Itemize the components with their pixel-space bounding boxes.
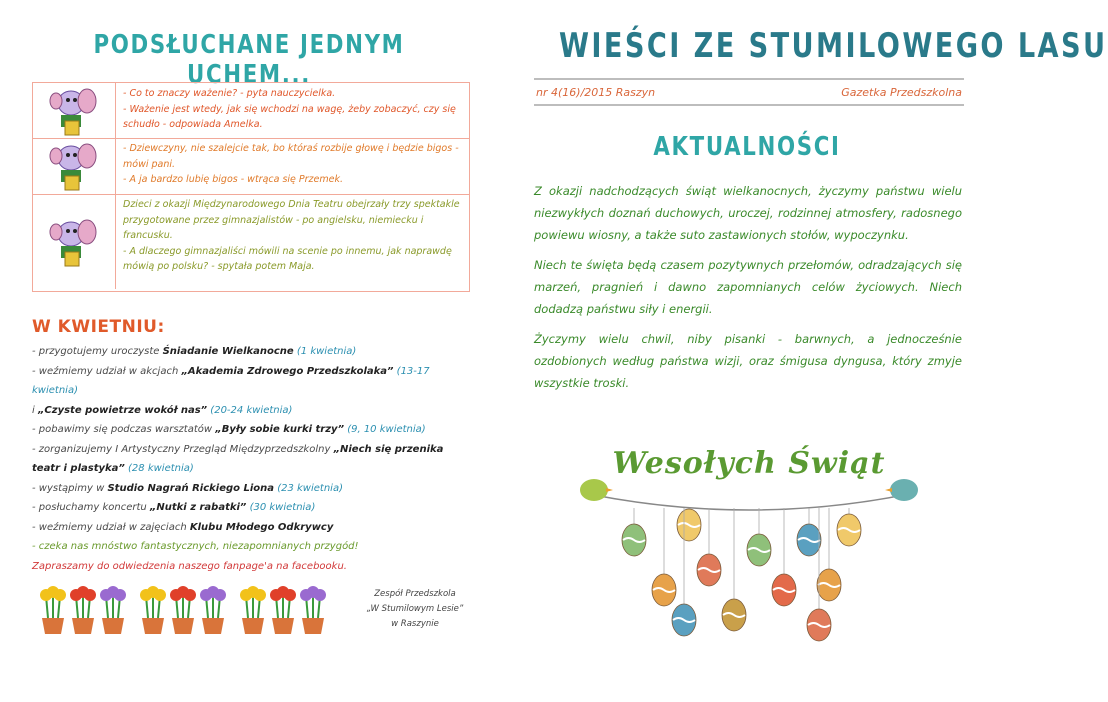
bird-beak (885, 488, 892, 492)
flower-bloom (114, 589, 126, 601)
flower-bloom (154, 589, 166, 601)
flower-pot (72, 618, 94, 634)
april-item-part: - weźmiemy udział w zajęciach (32, 521, 190, 533)
easter-wishes-title: Wesołych Świąt (612, 446, 886, 481)
news-paragraph: Życzymy wielu chwil, niby pisanki - barwnych, a jednocześnie ozdobionych według państwa wizji, oraz śmigusa dyngusa, który zmyje wszystkie troski. (534, 332, 962, 390)
april-item-part: - przygotujemy uroczyste (32, 346, 163, 357)
garland-branch (594, 495, 904, 510)
april-item-part: „Akademia Zdrowego Przedszkolaka” (181, 365, 394, 377)
quote-text (123, 197, 463, 275)
april-item-part: - zorganizujemy I Artystyczny Przegląd Międzyprzedszkolny (32, 443, 334, 455)
april-item-part: Zapraszamy do odwiedzenia naszego fanpage'a na facebooku. (32, 560, 347, 572)
april-item-part: (1 kwietnia) (293, 346, 357, 357)
april-item (32, 401, 472, 421)
news-heading: AKTUALNOŚCI (653, 132, 841, 162)
flower-pot (172, 618, 194, 634)
bird-icon (890, 479, 918, 501)
flower-pot (302, 618, 324, 634)
april-item-part: (23 kwietnia) (274, 482, 343, 494)
ear-character-icon (33, 83, 116, 138)
quote-row (33, 138, 469, 195)
divider (534, 78, 964, 80)
april-item-part: „Nutki z rabatki” (149, 502, 247, 513)
quote-text (123, 141, 463, 188)
flower-bloom (314, 589, 326, 601)
quote-line: - A ja bardzo lubię bigos - wtrąca się Przemek. (123, 174, 344, 185)
april-item (32, 342, 472, 362)
april-item-part: „Czyste powietrze wokół nas” (37, 404, 208, 416)
april-item-part: Studio Nagrań Rickiego Liona (107, 482, 275, 494)
flower-pot (42, 618, 64, 634)
april-item-part: „Niech się przenika teatr i plastyka” (32, 443, 444, 474)
april-item-part: (13-17 kwietnia) (32, 365, 430, 396)
april-item-part: (20-24 kwietnia) (207, 404, 293, 416)
april-item-part: i (32, 404, 38, 416)
april-item (32, 537, 472, 557)
quote-line: - Co to znaczy ważenie? - pyta nauczycielka. (123, 88, 336, 99)
quote-line: - A dlaczego gimnazjaliści mówili na scenie po innemu, jak naprawdę mówią po polsku? - spytała potem Maja. (123, 245, 452, 272)
quote-line: Dzieci z okazji Międzynarodowego Dnia Teatru obejrzały trzy spektakle przygotowane przez gimnazjalistów - po angielsku, niemiecku i francusku. (123, 199, 460, 241)
issue-info: nr 4(16)/2015 Raszyn (536, 86, 656, 99)
april-item-part: - posłuchamy koncertu (32, 502, 150, 513)
signature-block (360, 587, 470, 632)
bird-beak (606, 488, 613, 492)
april-item-part: Klubu Młodego Odkrywcy (189, 521, 334, 533)
april-item-part: - pobawimy się podczas warsztatów (32, 424, 216, 435)
quote-line: - Dziewczyny, nie szalejcie tak, bo któraś rozbije głowę i będzie bigos - mówi pani. (123, 143, 459, 170)
quote-row (33, 194, 469, 289)
flower-pot (272, 618, 294, 634)
april-item-part: - wystąpimy w (32, 482, 108, 494)
april-item-part: „Były sobie kurki trzy” (215, 424, 345, 435)
flower-pot (142, 618, 164, 634)
april-item-part: - weźmiemy udział w akcjach (32, 365, 182, 377)
newsletter-title: WIEŚCI ZE STUMILOWEGO LASU (559, 26, 1108, 66)
news-body (534, 180, 962, 402)
april-item-part: Śniadanie Wielkanocne (162, 346, 294, 357)
april-events-list (32, 342, 472, 576)
flower-bloom (54, 589, 66, 601)
left-page-title: PODSŁUCHANE JEDNYM UCHEM... (93, 30, 405, 90)
flower-pots-illustration (38, 580, 338, 636)
april-heading: W KWIETNIU: (32, 317, 165, 337)
flower-bloom (284, 589, 296, 601)
april-item (32, 362, 472, 401)
quotes-table (32, 82, 470, 292)
news-paragraph: Z okazji nadchodzących świąt wielkanocnych, życzymy państwu wielu niezwykłych doznań duchowych, uroczej, rodzinnej atmosfery, radosnego powiewu wiosny, a także suto zastawionych stołów, wypoczynku. (534, 184, 962, 242)
ear-character-icon (33, 138, 116, 194)
flower-bloom (254, 589, 266, 601)
april-item (32, 518, 472, 538)
quote-text (123, 86, 463, 133)
flower-bloom (214, 589, 226, 601)
flower-pot (102, 618, 124, 634)
divider (534, 104, 964, 106)
ear-character-icon (33, 194, 116, 289)
news-paragraph: Niech te święta będą czasem pozytywnych przełomów, odradzających się marzeń, pragnień i dawno zapomnianych celów życiowych. Niech dodadzą państwu siły i energii. (534, 258, 962, 316)
flower-bloom (184, 589, 196, 601)
april-item-part: (30 kwietnia) (246, 502, 316, 513)
flower-bloom (84, 589, 96, 601)
signature-line: „W Stumilowym Lesie” (366, 604, 464, 614)
april-item-part: - czeka nas mnóstwo fantastycznych, niezapomnianych przygód! (32, 541, 359, 552)
april-item (32, 420, 472, 440)
april-item (32, 498, 472, 518)
signature-line: Zespół Przedszkola (374, 589, 456, 599)
bird-icon (580, 479, 608, 501)
flower-pot (202, 618, 224, 634)
quote-line: - Ważenie jest wtedy, jak się wchodzi na wagę, żeby zobaczyć, czy się schudło - odpowiada Amelka. (123, 103, 456, 130)
april-item (32, 557, 472, 577)
flower-pot (242, 618, 264, 634)
quote-row (33, 83, 469, 139)
april-item-part: (28 kwietnia) (124, 463, 194, 474)
gazette-label: Gazetka Przedszkolna (841, 86, 962, 99)
april-item (32, 479, 472, 499)
april-item-part: (9, 10 kwietnia) (344, 424, 426, 435)
signature-line: w Raszynie (391, 619, 439, 629)
april-item (32, 440, 472, 479)
